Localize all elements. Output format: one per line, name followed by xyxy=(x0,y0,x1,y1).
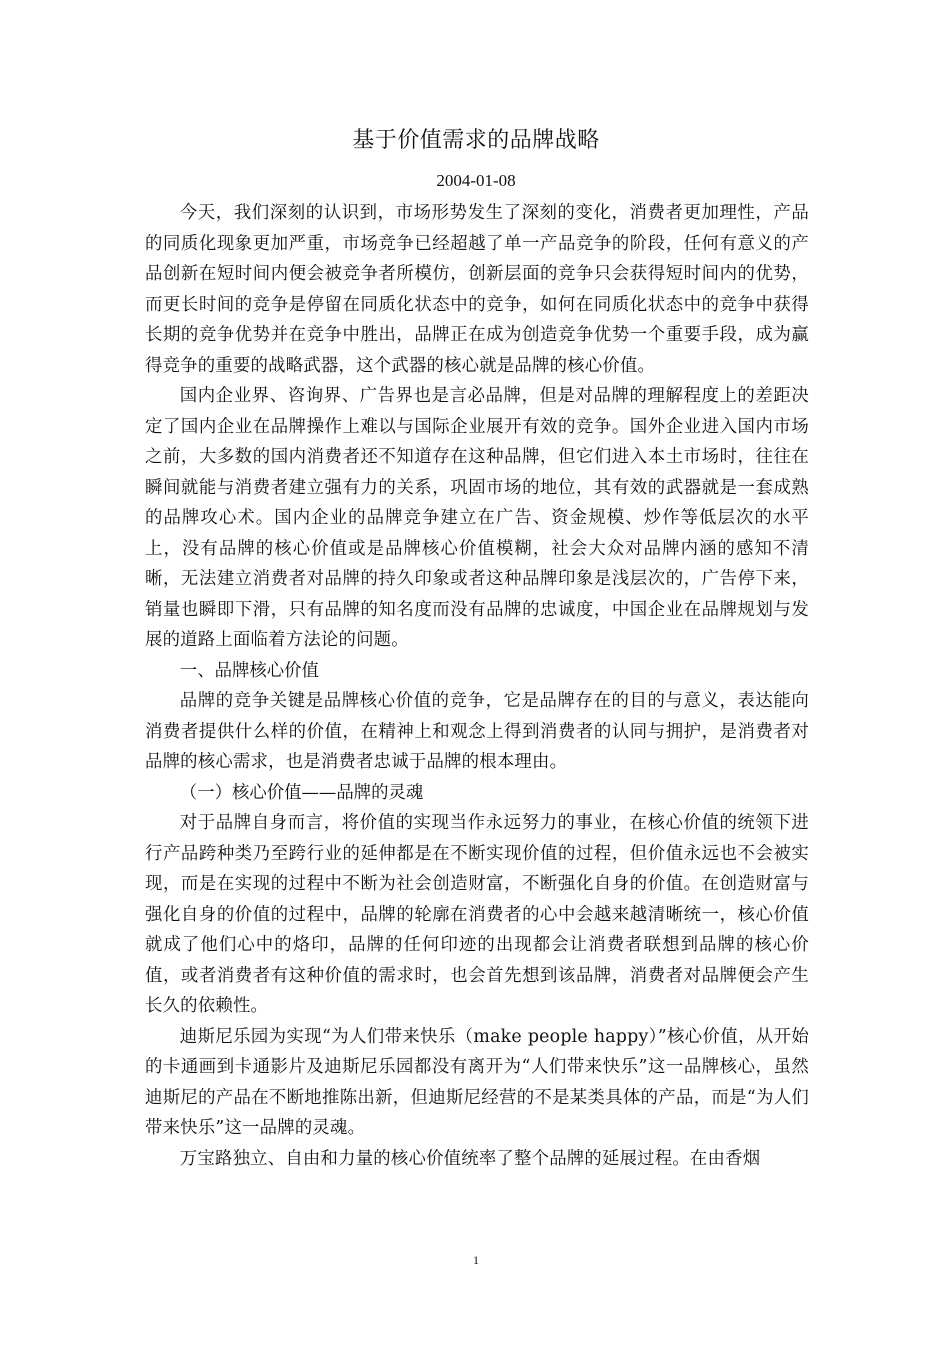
paragraph-brand-soul: 对于品牌自身而言，将价值的实现当作永远努力的事业，在核心价值的统领下进行产品跨种类乃至跨行业的延伸都是在不断实现价值的过程，但价值永远也不会被实现，而是在实现的过程中不断为社会创造财富，不断强化自身的价值。在创造财富与强化自身的价值的过程中，品牌的轮廓在消费者的心中会越来越清晰统一，核心价值就成了他们心中的烙印，品牌的任何印迹的出现都会让消费者联想到品牌的核心价值，或者消费者有这种价值的需求时，也会首先想到该品牌，消费者对品牌便会产生长久的依赖性。 xyxy=(145,813,809,1016)
page-number: 1 xyxy=(473,1253,479,1267)
subsection-heading-brand-soul: （一）核心价值——品牌的灵魂 xyxy=(179,782,424,803)
paragraph-intro: 今天，我们深刻的认识到，市场形势发生了深刻的变化，消费者更加理性，产品的同质化现象更加严重，市场竞争已经超越了单一产品竞争的阶段，任何有意义的产品创新在短时间内便会被竞争者所模仿，创新层面的竞争只会获得短时间内的优势，而更长时间的竞争是停留在同质化状态中的竞争，如何在同质化状态中的竞争中获得长期的竞争优势并在竞争中胜出，品牌正在成为创造竞争优势一个重要手段，成为赢得竞争的重要的战略武器，这个武器的核心就是品牌的核心价值。 xyxy=(145,203,809,376)
document-body xyxy=(145,198,809,1174)
document-title: 基于价值需求的品牌战略 xyxy=(352,128,600,153)
paragraph-domestic-brands: 国内企业界、咨询界、广告界也是言必品牌，但是对品牌的理解程度上的差距决定了国内企业在品牌操作上难以与国际企业展开有效的竞争。国外企业进入国内市场之前，大多数的国内消费者还不知道存在这种品牌，但它们进入本土市场时，往往在瞬间就能与消费者建立强有力的关系，巩固市场的地位，其有效的武器就是一套成熟的品牌攻心术。国内企业的品牌竞争建立在广告、资金规模、炒作等低层次的水平上，没有品牌的核心价值或是品牌核心价值模糊，社会大众对品牌内涵的感知不清晰，无法建立消费者对品牌的持久印象或者这种品牌印象是浅层次的，广告停下来，销量也瞬即下滑，只有品牌的知名度而没有品牌的忠诚度，中国企业在品牌规划与发展的道路上面临着方法论的问题。 xyxy=(145,386,809,650)
paragraph-disney-example: 迪斯尼乐园为实现“为人们带来快乐（make people happy）”核心价值，从开始的卡通画到卡通影片及迪斯尼乐园都没有离开为“人们带来快乐”这一品牌核心，虽然迪斯尼的产品在不断地推陈出新，但迪斯尼经营的不是某类具体的产品，而是“为人们带来快乐”这一品牌的灵魂。 xyxy=(145,1026,809,1138)
publish-date: 2004-01-08 xyxy=(436,171,516,190)
paragraph-marlboro-example: 万宝路独立、自由和力量的核心价值统率了整个品牌的延展过程。在由香烟 xyxy=(179,1148,761,1169)
paragraph-core-value: 品牌的竞争关键是品牌核心价值的竞争，它是品牌存在的目的与意义，表达能向消费者提供什么样的价值，在精神上和观念上得到消费者的认同与拥护，是消费者对品牌的核心需求，也是消费者忠诚于品牌的根本理由。 xyxy=(145,691,809,772)
section-heading-core-value: 一、品牌核心价值 xyxy=(179,660,319,681)
